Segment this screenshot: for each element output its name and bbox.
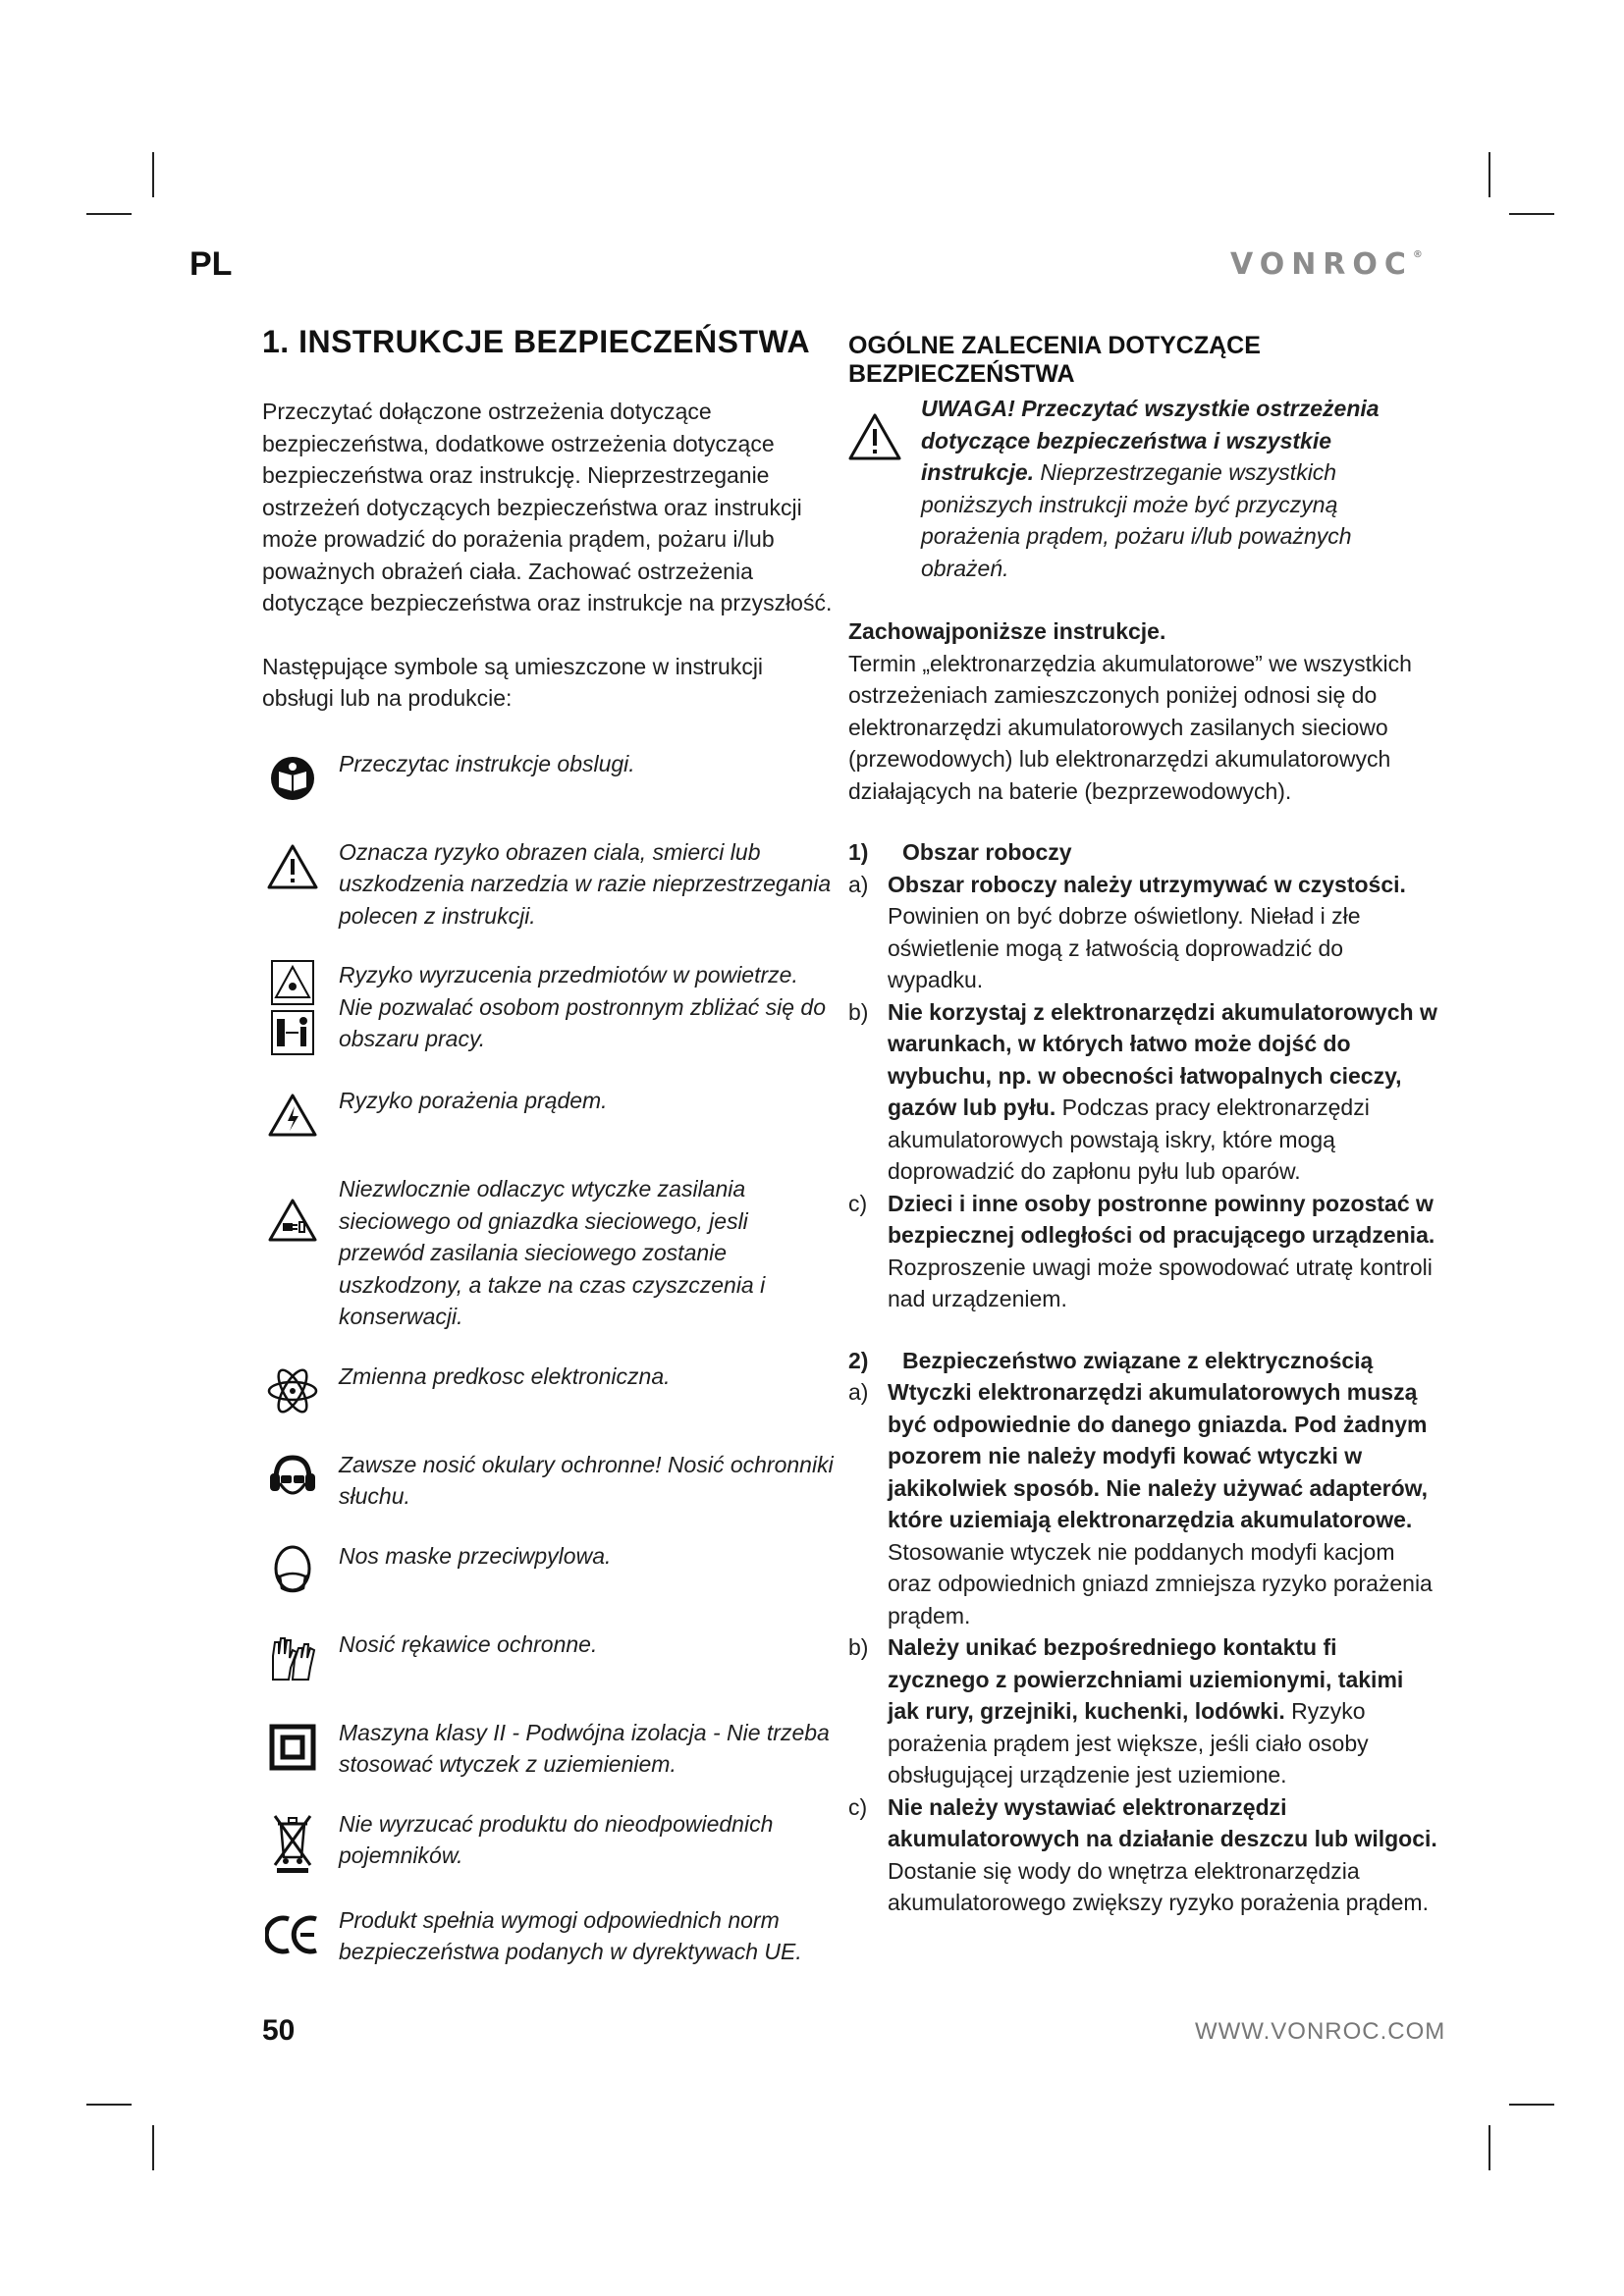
crop-mark <box>152 2125 154 2170</box>
item-label: a) <box>848 1379 869 1405</box>
section-heading <box>848 836 1437 869</box>
brand-logo-text: VONROC <box>1230 247 1413 282</box>
item-text: Stosowanie wtyczek nie poddanych modyfi kacjom oraz odpowiednich gniazd zmniejsza ryzyko porażenia prądem. <box>888 1538 1433 1629</box>
warning-triangle-icon <box>262 836 323 897</box>
goggles-earmuffs-icon <box>262 1449 323 1510</box>
symbol-row <box>262 1717 835 1781</box>
symbol-row <box>262 1085 835 1146</box>
read-manual-icon <box>262 748 323 809</box>
warning-triangle-icon <box>848 393 921 584</box>
list-item <box>848 1188 1437 1315</box>
symbol-row <box>262 1808 835 1877</box>
section-title: Bezpieczeństwo związane z elektrycznością <box>902 1347 1374 1373</box>
section-number: 1) <box>848 839 869 865</box>
variable-speed-icon <box>262 1361 323 1421</box>
term-definition: Termin „elektronarzędzia akumulatorowe” we wszystkich ostrzeżeniach zamieszczonych poniżej odnosi się do elektronarzędzi akumulatorowych zasilanych sieciowo (przewodowych) lub elektronarzędzi akumulatorowych działających na baterie (bezprzewodowych). <box>848 650 1412 804</box>
symbol-text: Nosić rękawice ochronne. <box>339 1630 598 1657</box>
section-heading <box>848 1345 1437 1377</box>
symbol-text: Przeczytac instrukcje obslugi. <box>339 750 635 776</box>
crop-mark <box>1509 213 1554 215</box>
class-ii-icon <box>262 1717 323 1778</box>
item-label: b) <box>848 998 869 1025</box>
symbol-row <box>262 1449 835 1513</box>
keep-instructions-title: Zachowajponiższe instrukcje. <box>848 618 1166 644</box>
symbol-row <box>262 1173 835 1333</box>
crop-mark <box>152 152 154 197</box>
symbol-text: Zawsze nosić okulary ochronne! Nosić ochronniki słuchu. <box>339 1451 834 1509</box>
item-bold: Nie korzystaj z elektronarzędzi akumulatorowych w warunkach, w których łatwo może dojść do wybuchu, np. w obecności łatwopalnych cieczy, gazów lub pyłu. <box>888 998 1437 1120</box>
brand-logo <box>1230 247 1423 282</box>
item-bold: Należy unikać bezpośredniego kontaktu fi zycznego z powierzchniami uziemionymi, takimi jak rury, grzejniki, kuchenki, lodówki. <box>888 1634 1404 1724</box>
section-title: Obszar roboczy <box>902 839 1072 865</box>
item-text: Podczas pracy elektronarzędzi akumulatorowych powstają iskry, które mogą doprowadzić do zapłonu pyłu lub oparów. <box>888 1095 1370 1184</box>
item-bold: Obszar roboczy należy utrzymywać w czystości. <box>888 871 1406 897</box>
warning-rest: Nieprzestrzeganie wszystkich poniższych instrukcji może być przyczyną porażenia prądem, pożaru i/lub poważnych obrażeń. <box>921 459 1352 581</box>
symbol-row <box>262 1904 835 1968</box>
symbols-intro: Następujące symbole są umieszczone w instrukcji obsługi lub na produkcie: <box>262 653 764 711</box>
symbol-text: Produkt spełnia wymogi odpowiednich norm bezpieczeństwa podanych w dyrektywach UE. <box>339 1906 802 1964</box>
crop-mark <box>86 2104 132 2106</box>
symbol-text: Ryzyko porażenia prądem. <box>339 1088 608 1113</box>
crop-mark <box>1509 2104 1554 2106</box>
section-electrical-safety <box>848 1345 1437 1919</box>
item-label: a) <box>848 871 869 897</box>
symbol-text: Nie wyrzucać produktu do nieodpowiednich pojemników. <box>339 1810 774 1868</box>
symbol-text: Zmienna predkosc elektroniczna. <box>339 1362 671 1389</box>
item-text: Ryzyko porażenia prądem jest większe, jeśli ciało osoby obsługującej urządzenie jest uziemione. <box>888 1698 1369 1788</box>
crop-mark <box>1489 152 1490 197</box>
flying-debris-icon <box>262 959 323 1057</box>
crop-mark <box>1489 2125 1490 2170</box>
symbol-row <box>262 959 835 1057</box>
symbol-text: Niezwlocznie odlaczyc wtyczke zasilania sieciowego od gniazdka sieciowego, jesli przewód zasilania sieciowego zostanie uszkodzony, a takze na czas czyszczenia i konserwacji. <box>339 1176 766 1329</box>
warning-text <box>921 393 1437 584</box>
section-title: 1. INSTRUKCJE BEZPIECZEŃSTWA <box>262 324 811 359</box>
symbol-text: Nos maske przeciwpylowa. <box>339 1542 612 1569</box>
symbol-row <box>262 748 835 809</box>
section-work-area <box>848 836 1437 1315</box>
general-safety-title: OGÓLNE ZALECENIA DOTYCZĄCE BEZPIECZEŃSTWA <box>848 332 1261 388</box>
section-number: 2) <box>848 1347 869 1373</box>
item-bold: Nie należy wystawiać elektronarzędzi akumulatorowych na działanie deszczu lub wilgoci. <box>888 1793 1437 1851</box>
symbol-text: Ryzyko wyrzucenia przedmiotów w powietrze. Nie pozwalać osobom postronnym zbliżać się do obszaru pracy. <box>339 962 827 1051</box>
item-text: Rozproszenie uwagi może spowodować utratę kontroli nad urządzeniem. <box>888 1254 1433 1311</box>
symbol-row <box>262 836 835 933</box>
symbol-row <box>262 1361 835 1421</box>
item-label: c) <box>848 1190 868 1216</box>
unplug-warning-icon <box>262 1173 323 1267</box>
symbol-row <box>262 1629 835 1689</box>
symbol-text: Oznacza ryzyko obrazen ciala, smierci lub uszkodzenia narzedzia w razie nieprzestrzegania polecen z instrukcji. <box>339 838 832 929</box>
electric-shock-icon <box>262 1085 323 1146</box>
item-label: c) <box>848 1793 868 1820</box>
general-warning <box>848 393 1437 584</box>
list-item <box>848 869 1437 996</box>
page-number: 50 <box>262 2014 296 2047</box>
crop-mark <box>86 213 132 215</box>
website-link[interactable]: WWW.VONROC.COM <box>1195 2018 1446 2045</box>
symbol-row <box>262 1540 835 1601</box>
item-bold: Dzieci i inne osoby postronne powinny pozostać w bezpiecznej odległości od pracującego urządzenia. <box>888 1190 1435 1248</box>
left-column <box>262 324 835 1968</box>
symbol-text: Maszyna klasy II - Podwójna izolacja - Nie trzeba stosować wtyczek z uziemieniem. <box>339 1719 830 1777</box>
right-column <box>848 324 1437 1919</box>
dust-mask-icon <box>262 1540 323 1601</box>
item-text: Powinien on być dobrze oświetlony. Nieład i złe oświetlenie mogą z łatwością doprowadzić do wypadku. <box>888 903 1361 992</box>
gloves-icon <box>262 1629 323 1689</box>
item-text: Dostanie się wody do wnętrza elektronarzędzia akumulatorowego zwiększy ryzyko porażenia prądem. <box>888 1857 1429 1915</box>
intro-paragraph: Przeczytać dołączone ostrzeżenia dotyczące bezpieczeństwa, dodatkowe ostrzeżenia dotyczące bezpieczeństwa oraz instrukcję. Nieprzestrzeganie ostrzeżeń dotyczących bezpieczeństwa oraz instrukcji może prowadzić do porażenia prądem, pożaru i/lub poważnych obrażeń ciała. Zachować ostrzeżenia dotyczące bezpieczeństwa oraz instrukcje na przyszłość. <box>262 399 833 615</box>
list-item <box>848 996 1437 1188</box>
item-label: b) <box>848 1634 869 1660</box>
list-item <box>848 1791 1437 1919</box>
weee-bin-icon <box>262 1808 323 1877</box>
item-bold: Wtyczki elektronarzędzi akumulatorowych muszą być odpowiednie do danego gniazda. Pod żadnym pozorem nie należy modyfi kować wtyczki w jakikolwiek sposób. Nie należy używać adapterów, które uziemiają elektronarzędzia akumulatorowe. <box>888 1379 1429 1532</box>
warning-bold: UWAGA! Przeczytać wszystkie ostrzeżenia dotyczące bezpieczeństwa i wszystkie instrukcje. <box>921 396 1380 485</box>
list-item <box>848 1376 1437 1631</box>
list-item <box>848 1631 1437 1791</box>
ce-mark-icon <box>262 1904 323 1965</box>
language-code: PL <box>189 245 233 283</box>
registered-mark: ® <box>1412 249 1423 260</box>
